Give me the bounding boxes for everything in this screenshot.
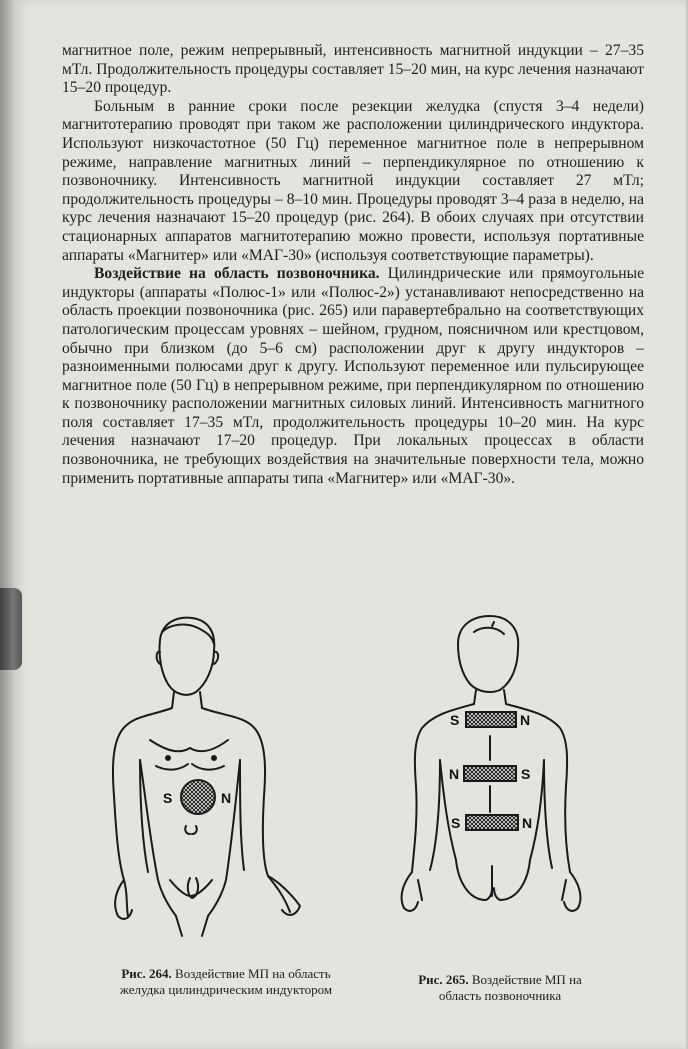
figure-265-number: Рис. 265. <box>418 972 469 987</box>
figure-264-number: Рис. 264. <box>121 966 172 981</box>
figure-265-back-body <box>402 616 581 911</box>
section-heading: Воздействие на область позвоночника. <box>94 265 380 283</box>
figure-264-caption <box>118 966 334 997</box>
top-pole-s-label: S <box>450 712 460 728</box>
middle-pole-s-label: S <box>521 766 531 782</box>
pole-n-label: N <box>221 790 232 806</box>
figure-264-front-body <box>113 618 300 936</box>
cylindrical-inductor <box>181 780 215 814</box>
middle-pole-n-label: N <box>449 766 460 782</box>
top-pole-n-label: N <box>520 712 531 728</box>
bottom-pole-s-label: S <box>451 815 461 831</box>
inductor-top <box>466 712 516 727</box>
inductor-bottom <box>466 815 518 830</box>
inductor-middle <box>464 766 516 781</box>
figure-265-caption <box>412 972 588 1003</box>
paragraph-3-body: Цилиндрические или прямоугольные индукторы (аппараты «Полюс-1» или «Полюс-2») устанавливают непосредственно на область проекции позвоночника (рис. 265) или паравертебрально на соответствующих патологическим процессам уровнях – шейном, грудном, поясничном или крестцовом, обычно при близком (до 5–6 см) расположении друг к другу индукторов – разноименными полюсами друг к другу. Используют переменное или пульсирующее магнитное поле (50 Гц) в непрерывном режиме, при перпендикулярном по отношению к позвоночнику расположении магнитных силовых линий. Интенсивность магнитного поля составляет 17–35 мТл, продолжительность процедуры 10–20 мин. На курс лечения назначают 17–20 процедур. При локальных процессах в области позвоночника, не требующих воздействия на значительные поверхности тела, можно применить портативные аппараты типа «Магнитер» или «МАГ-30». <box>62 265 644 487</box>
pole-s-label: S <box>163 790 173 806</box>
figure-264-caption-text: Воздействие МП на область желудка цилиндрическим индуктором <box>119 966 333 997</box>
paragraph-1: магнитное поле, режим непрерывный, интенсивность магнитной индукции – 27–35 мТл. Продолжительность процедуры составляет 15–20 мин, на курс лечения назначают 15–20 процедур. <box>62 42 644 97</box>
bottom-pole-n-label: N <box>522 815 533 831</box>
figure-265-caption-text: Воздействие МП на область позвоночника <box>438 972 582 1003</box>
paragraph-2: Больным в ранние сроки после резекции желудка (спустя 3–4 недели) магнитотерапию проводят при таком же расположении цилиндрического индуктора. Используют низкочастотное (50 Гц) переменное магнитное поле в непрерывном режиме, направление магнитных линий – перпендикулярное по отношению к позвоночнику. Интенсивность магнитной индукции составляет 27 мТл; продолжительность процедуры – 8–10 мин. Процедуры проводят 3–4 раза в неделю, на курс лечения назначают 15–20 процедур (рис. 264). В обоих случаях при отсутствии стационарных аппаратов магнитотерапию можно провести, используя портативные аппараты «Магнитер» или «МАГ-30» (используя соответствующие параметры). <box>62 97 644 264</box>
